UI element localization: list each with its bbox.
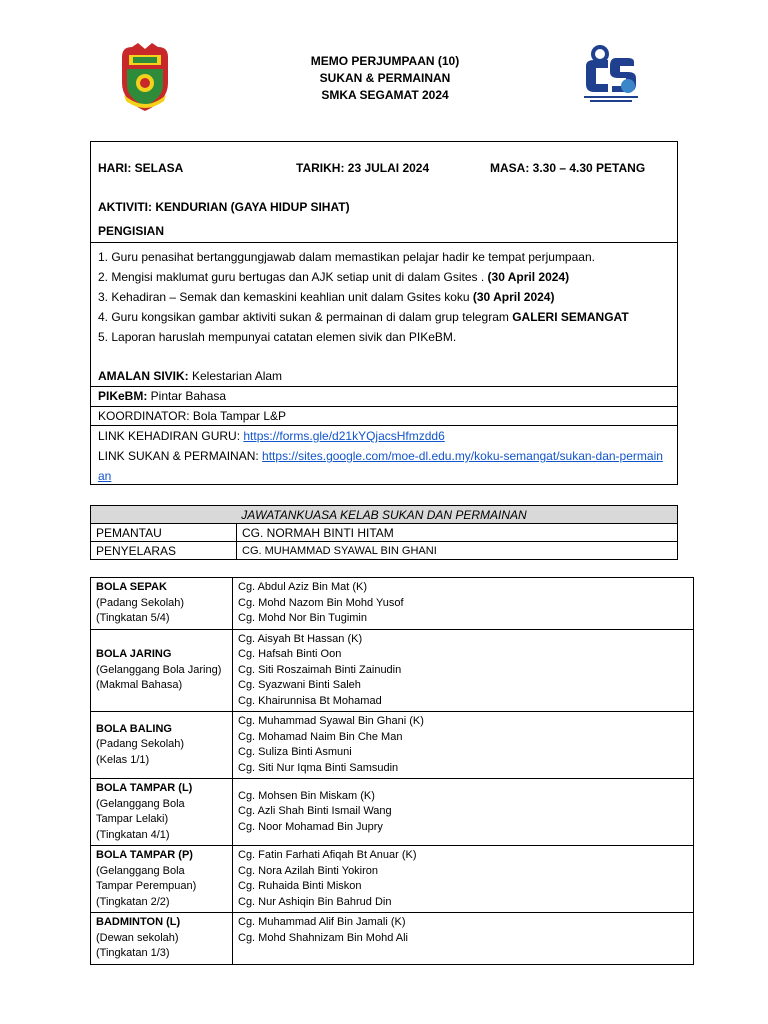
table-row: [91, 542, 678, 560]
list-item: 1. Guru penasihat bertanggungjawab dalam memastikan pelajar hadir ke tempat perjumpaan.: [98, 250, 595, 264]
unit-cell: BOLA TAMPAR (P) (Gelanggang Bola Tampar Perempuan) (Tingkatan 2/2): [91, 846, 233, 913]
title-line: MEMO PERJUMPAAN (10): [310, 54, 460, 68]
pengisian-heading: PENGISIAN: [98, 224, 165, 238]
list-item: 2. Mengisi maklumat guru bertugas dan AJK setiap unit di dalam Gsites . (30 April 2024): [98, 270, 570, 284]
meeting-info-row: [98, 161, 673, 177]
unit-cell: BOLA TAMPAR (L) (Gelanggang Bola Tampar Lelaki) (Tingkatan 4/1): [91, 779, 233, 846]
koku-semangat-logo-icon: [582, 44, 640, 104]
amalan-sivik: AMALAN SIVIK: Kelestarian Alam: [98, 369, 283, 383]
committee-heading: JAWATANKUASA KELAB SUKAN DAN PERMAINAN: [91, 506, 678, 524]
link-sukan-row: LINK SUKAN & PERMAINAN: https://sites.google.com/moe-dl.edu.my/koku-semangat/sukan-dan-permainan: [98, 449, 663, 483]
divider: [91, 242, 677, 243]
unit-cell: BADMINTON (L) (Dewan sekolah) (Tingkatan 1/3): [91, 913, 233, 965]
role-cell: PEMANTAU: [91, 524, 237, 542]
aktiviti-text: AKTIVITI: KENDURIAN (GAYA HIDUP SIHAT): [98, 200, 350, 214]
school-crest-icon: [118, 43, 172, 113]
link-kehadiran-guru[interactable]: https://forms.gle/d21kYQjacsHfmzdd6: [243, 429, 445, 443]
units-table: [90, 577, 694, 965]
table-row: [91, 846, 694, 913]
pikebm: PIKeBM: Pintar Bahasa: [98, 389, 227, 403]
tarikh-text: TARIKH: 23 JULAI 2024: [296, 161, 430, 175]
list-item: 3. Kehadiran – Semak dan kemaskini keahlian unit dalam Gsites koku (30 April 2024): [98, 290, 555, 304]
role-cell: PENYELARAS: [91, 542, 237, 560]
koordinator: KOORDINATOR: Bola Tampar L&P: [98, 409, 287, 423]
unit-cell: BOLA JARING (Gelanggang Bola Jaring) (Makmal Bahasa): [91, 629, 233, 712]
masa-text: MASA: 3.30 – 4.30 PETANG: [490, 161, 646, 175]
table-row: [91, 629, 694, 712]
link-guru-row: LINK KEHADIRAN GURU: https://forms.gle/d21kYQjacsHfmzdd6: [98, 429, 445, 443]
pengisian-list: [98, 247, 673, 347]
name-cell: CG. NORMAH BINTI HITAM: [237, 524, 678, 542]
unit-cell: BOLA BALING (Padang Sekolah) (Kelas 1/1): [91, 712, 233, 779]
teachers-cell: Cg. Muhammad Syawal Bin Ghani (K) Cg. Mohamad Naim Bin Che Man Cg. Suliza Binti Asmuni Cg. Siti Nur Iqma Binti Samsudin: [233, 712, 694, 779]
links-section: [98, 426, 668, 486]
teachers-cell: Cg. Mohsen Bin Miskam (K) Cg. Azli Shah Binti Ismail Wang Cg. Noor Mohamad Bin Jupry: [233, 779, 694, 846]
memo-title: [260, 53, 510, 104]
unit-cell: BOLA SEPAK (Padang Sekolah) (Tingkatan 5/4): [91, 578, 233, 630]
teachers-cell: Cg. Aisyah Bt Hassan (K) Cg. Hafsah Binti Oon Cg. Siti Roszaimah Binti Zainudin Cg. Syazwani Binti Saleh Cg. Khairunnisa Bt Mohamad: [233, 629, 694, 712]
name-cell: CG. MUHAMMAD SYAWAL BIN GHANI: [237, 542, 678, 560]
table-row: [91, 779, 694, 846]
title-line: SMKA SEGAMAT 2024: [321, 88, 449, 102]
title-line: SUKAN & PERMAINAN: [319, 71, 451, 85]
list-item: 5. Laporan haruslah mempunyai catatan elemen sivik dan PIKeBM.: [98, 330, 457, 344]
teachers-cell: Cg. Abdul Aziz Bin Mat (K) Cg. Mohd Nazom Bin Mohd Yusof Cg. Mohd Nor Bin Tugimin: [233, 578, 694, 630]
committee-table: [90, 505, 678, 560]
table-row: [91, 712, 694, 779]
teachers-cell: Cg. Muhammad Alif Bin Jamali (K) Cg. Mohd Shahnizam Bin Mohd Ali: [233, 913, 694, 965]
hari-text: HARI: SELASA: [98, 161, 184, 175]
teachers-cell: Cg. Fatin Farhati Afiqah Bt Anuar (K) Cg. Nora Azilah Binti Yokiron Cg. Ruhaida Binti Miskon Cg. Nur Ashiqin Bin Bahrud Din: [233, 846, 694, 913]
table-row: [91, 524, 678, 542]
memo-details-box: [90, 141, 678, 485]
list-item: 4. Guru kongsikan gambar aktiviti sukan & permainan di dalam grup telegram GALERI SEMANGAT: [98, 310, 629, 324]
table-row: [91, 913, 694, 965]
table-row: [91, 578, 694, 630]
link-sukan-permainan[interactable]: https://sites.google.com/moe-dl.edu.my/koku-semangat/sukan-dan-permainan: [98, 449, 663, 483]
